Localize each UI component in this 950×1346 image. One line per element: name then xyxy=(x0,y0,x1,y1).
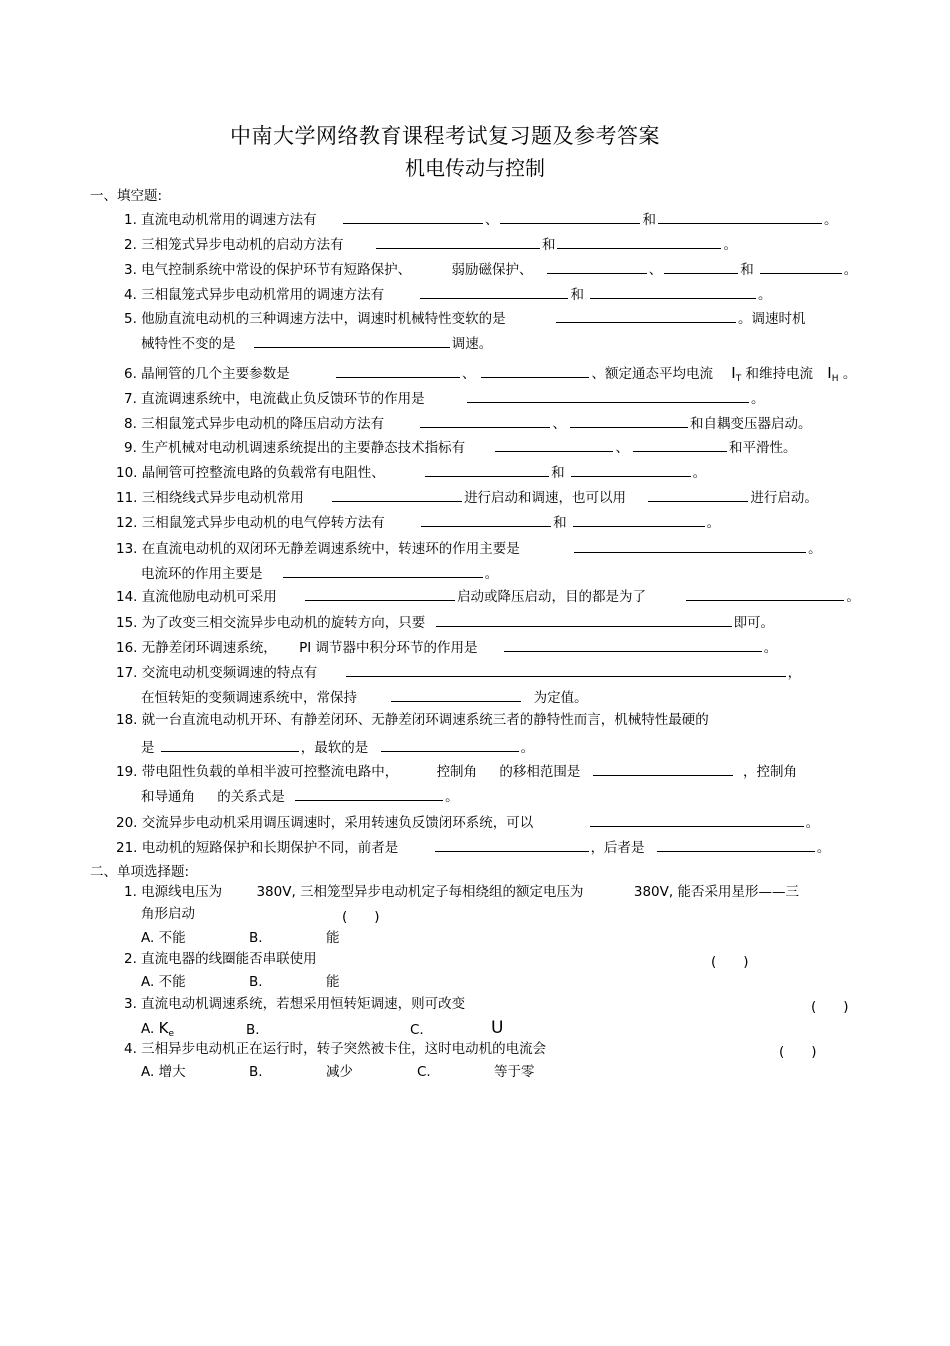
answer-blank[interactable] xyxy=(504,637,762,652)
option-a[interactable]: A. 不能 xyxy=(141,974,186,990)
q8-sep: 、 xyxy=(552,416,566,432)
option-b-text[interactable]: 减少 xyxy=(326,1064,353,1080)
q3-and: 和 xyxy=(740,262,754,278)
q11-text-b: 进行启动和调速，也可以用 xyxy=(464,490,627,506)
answer-blank[interactable] xyxy=(295,786,443,801)
fill-question-9 xyxy=(124,437,796,457)
answer-blank[interactable] xyxy=(593,761,733,776)
it-symbol: I xyxy=(731,364,736,382)
c2-text: 2. 直流电器的线圈能否串联使用 xyxy=(124,951,317,967)
q10-text: 10. 晶闸管可控整流电路的负载常有电阻性、 xyxy=(116,465,385,481)
q9-sep: 、 xyxy=(615,440,629,456)
option-c-label[interactable]: C. xyxy=(410,1022,424,1038)
c1-voltage-2: 380V, xyxy=(633,884,674,900)
answer-blank[interactable] xyxy=(481,363,589,378)
fill-question-5-cont xyxy=(141,333,492,353)
fill-question-16 xyxy=(116,637,777,657)
q13-text-c: 电流环的作用主要是 xyxy=(141,566,263,582)
option-b-label[interactable]: B. xyxy=(249,974,263,990)
q6-text: 6. 晶闸管的几个主要参数是 xyxy=(124,366,290,382)
answer-blank[interactable] xyxy=(343,209,483,224)
q9-text: 9. 生产机械对电动机调速系统提出的主要静态技术指标有 xyxy=(124,440,466,456)
q14-end: 。 xyxy=(846,589,860,605)
q11-text-c: 进行启动。 xyxy=(750,490,818,506)
q19-text-e: 和导通角 xyxy=(141,789,195,805)
option-a[interactable]: A. 增大 xyxy=(141,1064,186,1080)
fill-question-18 xyxy=(116,711,709,729)
answer-paren[interactable]: ( ) xyxy=(779,1044,817,1060)
answer-blank[interactable] xyxy=(571,462,691,477)
answer-blank[interactable] xyxy=(436,612,732,627)
fill-question-18-cont xyxy=(141,737,534,757)
answer-blank[interactable] xyxy=(391,687,521,702)
fill-question-5 xyxy=(124,308,805,328)
choice-options-1-b-text xyxy=(326,929,340,947)
fill-question-17-cont xyxy=(141,687,588,707)
c1-text-f: 角形启动 xyxy=(141,906,195,922)
answer-blank[interactable] xyxy=(283,563,483,578)
option-b-text[interactable]: 能 xyxy=(326,930,340,946)
choice-question-2 xyxy=(124,950,317,968)
answer-blank[interactable] xyxy=(648,487,748,502)
q2-end: 。 xyxy=(723,237,737,253)
answer-blank[interactable] xyxy=(556,308,736,323)
choice-options-3-b xyxy=(246,1021,260,1039)
ih-symbol: I xyxy=(827,364,832,382)
answer-blank[interactable] xyxy=(467,388,749,403)
ke-subscript: e xyxy=(168,1029,174,1039)
q17-text-c: 在恒转矩的变频调速系统中，常保持 xyxy=(141,690,357,706)
answer-paren[interactable]: ( ) xyxy=(342,909,380,925)
document-title: 中南大学网络教育课程考试复习题及参考答案 xyxy=(230,124,660,148)
answer-blank[interactable] xyxy=(686,586,844,601)
fill-question-4 xyxy=(124,284,771,304)
option-c-text[interactable]: 等于零 xyxy=(494,1064,535,1080)
answer-blank[interactable] xyxy=(381,737,519,752)
q5-text: 5. 他励直流电动机的三种调速方法中，调速时机械特性变软的是 xyxy=(124,311,506,327)
answer-blank[interactable] xyxy=(420,284,568,299)
answer-blank[interactable] xyxy=(421,512,551,527)
answer-blank[interactable] xyxy=(435,837,589,852)
q2-text: 2. 三相笼式异步电动机的启动方法有 xyxy=(124,237,344,253)
answer-blank[interactable] xyxy=(590,812,804,827)
q6-text-f: 和维持电流 xyxy=(745,366,813,382)
q21-end: 。 xyxy=(816,840,831,856)
it-subscript: T xyxy=(735,374,742,384)
q7-text: 7. 直流调速系统中，电流截止负反馈环节的作用是 xyxy=(124,391,425,407)
q12-end: 。 xyxy=(706,515,721,531)
answer-blank[interactable] xyxy=(420,413,550,428)
choice-question-3 xyxy=(124,995,465,1013)
q5-text-d: 调速。 xyxy=(451,336,493,352)
fill-question-2 xyxy=(124,234,737,254)
option-c-label[interactable]: C. xyxy=(417,1064,431,1080)
q16-pi: PI xyxy=(299,640,312,656)
answer-blank[interactable] xyxy=(633,437,727,452)
fill-question-12 xyxy=(116,512,720,532)
answer-blank[interactable] xyxy=(664,259,738,274)
q6-sep: 、 xyxy=(461,366,476,382)
option-a[interactable]: A. 不能 xyxy=(141,930,186,946)
q19-text-d: ，控制角 xyxy=(742,764,797,780)
answer-blank[interactable] xyxy=(574,538,806,553)
q8-text-c: 和自耦变压器启动。 xyxy=(689,416,812,432)
fill-question-15 xyxy=(116,612,774,632)
c1-text-c: 三相笼型异步电动机定子每相绕组的额定电压为 xyxy=(300,884,584,900)
fill-question-13 xyxy=(116,538,822,558)
q19-end: 。 xyxy=(445,789,459,805)
option-b-label[interactable]: B. xyxy=(249,1064,263,1080)
q2-and: 和 xyxy=(541,237,556,253)
choice-options-2 xyxy=(141,973,186,991)
q14-text-b: 启动或降压启动，目的都是为了 xyxy=(457,589,647,605)
q6-end: 。 xyxy=(842,366,857,382)
q14-text: 14. 直流他励电动机可采用 xyxy=(116,589,277,605)
fill-question-20 xyxy=(116,812,819,832)
option-b-label[interactable]: B. xyxy=(249,930,263,946)
choice-options-2-b-text xyxy=(326,973,340,991)
answer-paren[interactable]: ( ) xyxy=(711,954,749,970)
c1-text-e: 能否采用星形——三 xyxy=(677,884,799,900)
answer-blank[interactable] xyxy=(557,234,721,249)
q19-text-b: 控制角 xyxy=(436,764,478,780)
q10-and: 和 xyxy=(551,465,565,481)
answer-blank[interactable] xyxy=(254,333,450,348)
q11-text: 11. 三相绕线式异步电动机常用 xyxy=(116,490,304,506)
choice-options-4-c xyxy=(417,1063,431,1081)
answer-blank[interactable] xyxy=(547,259,647,274)
fill-question-19 xyxy=(116,761,797,781)
answer-blank[interactable] xyxy=(760,259,842,274)
fill-question-8 xyxy=(124,413,811,433)
fill-question-17 xyxy=(116,662,801,682)
q18-end: 。 xyxy=(520,740,535,756)
fill-question-19-cont xyxy=(141,786,459,806)
fill-question-13-cont xyxy=(141,563,498,583)
answer-blank[interactable] xyxy=(336,363,460,378)
q7-end: 。 xyxy=(750,391,765,407)
q15-end: 即可。 xyxy=(733,615,775,631)
choice-options-4 xyxy=(141,1063,186,1081)
q19-text-f: 的关系式是 xyxy=(217,789,285,805)
u-symbol[interactable]: U xyxy=(491,1018,504,1038)
q4-text: 4. 三相鼠笼式异步电动机常用的调速方法有 xyxy=(124,287,385,303)
answer-blank[interactable] xyxy=(376,234,540,249)
c1-voltage: 380V, xyxy=(256,884,296,900)
q17-text: 17. 交流电动机变频调速的特点有 xyxy=(116,665,318,681)
answer-blank[interactable] xyxy=(305,586,455,601)
q1-and: 和 xyxy=(642,212,656,228)
q21-text: 21. 电动机的短路保护和长期保护不同，前者是 xyxy=(116,840,399,856)
q19-text-c: 的移相范围是 xyxy=(499,764,581,780)
q18-text: 18. 就一台直流电动机开环、有静差闭环、无静差闭环调速系统三者的静特性而言，机械特性最硬的 xyxy=(116,712,709,728)
q10-end: 。 xyxy=(692,465,707,481)
q13-end: 。 xyxy=(808,541,822,557)
choice-options-1-b xyxy=(249,929,263,947)
q17-sep: ， xyxy=(787,665,802,681)
choice-options-3-c xyxy=(410,1021,424,1039)
answer-blank[interactable] xyxy=(161,737,299,752)
ke-symbol[interactable]: K xyxy=(158,1019,169,1037)
section-heading-fill: 一、填空题: xyxy=(90,188,163,204)
choice-options-4-c-text xyxy=(494,1063,535,1081)
q15-text: 15. 为了改变三相交流异步电动机的旋转方向，只要 xyxy=(116,615,426,631)
option-b-text[interactable]: 能 xyxy=(326,974,340,990)
q20-end: 。 xyxy=(805,815,820,831)
q19-text: 19. 带电阻性负载的单相半波可控整流电路中， xyxy=(116,764,399,780)
fill-question-14 xyxy=(116,586,860,606)
c4-text: 4. 三相异步电动机正在运行时，转子突然被卡住，这时电动机的电流会 xyxy=(124,1041,547,1057)
q3-text: 3. 电气控制系统中常设的保护环节有短路保护、 xyxy=(124,262,412,278)
q18-text-c: ，最软的是 xyxy=(300,740,369,756)
choice-options-4-b xyxy=(249,1063,263,1081)
choice-options-2-b xyxy=(249,973,263,991)
q12-and: 和 xyxy=(553,515,567,531)
answer-blank[interactable] xyxy=(570,413,688,428)
q5-text-c: 械特性不变的是 xyxy=(141,336,236,352)
answer-paren[interactable]: ( ) xyxy=(811,999,849,1015)
fill-question-11 xyxy=(116,487,818,507)
choice-options-3-c-text xyxy=(491,1019,503,1038)
q16-text-c: 调节器中积分环节的作用是 xyxy=(315,640,478,656)
answer-blank[interactable] xyxy=(425,462,549,477)
fill-question-6 xyxy=(124,363,856,388)
q1-text: 1. 直流电动机常用的调速方法有 xyxy=(124,212,317,228)
c1-text: 1. 电源线电压为 xyxy=(124,884,223,900)
fill-question-10 xyxy=(116,462,706,482)
q8-text: 8. 三相鼠笼式异步电动机的降压启动方法有 xyxy=(124,416,385,432)
q12-text: 12. 三相鼠笼式异步电动机的电气停转方法有 xyxy=(116,515,385,531)
choice-question-1-cont xyxy=(141,905,195,923)
answer-blank[interactable] xyxy=(346,662,786,677)
q20-text: 20. 交流异步电动机采用调压调速时，采用转速负反馈闭环系统，可以 xyxy=(116,815,534,831)
q16-end: 。 xyxy=(763,640,778,656)
q3-text-b: 弱励磁保护、 xyxy=(451,262,533,278)
q17-text-d: 为定值。 xyxy=(533,690,588,706)
q1-sep: 、 xyxy=(484,212,499,228)
q4-and: 和 xyxy=(570,287,584,303)
option-b-label[interactable]: B. xyxy=(246,1022,260,1038)
answer-blank[interactable] xyxy=(573,512,705,527)
q3-end: 。 xyxy=(843,262,858,278)
q16-text: 16. 无静差闭环调速系统， xyxy=(116,640,277,656)
q1-end: 。 xyxy=(823,212,838,228)
q18-text-b: 是 xyxy=(141,740,155,756)
fill-question-3 xyxy=(124,259,857,279)
q6-text-c: 、额定通态平均电流 xyxy=(591,366,713,382)
q5-text-b: 。调速时机 xyxy=(737,311,806,327)
q4-end: 。 xyxy=(757,287,772,303)
answer-blank[interactable] xyxy=(658,209,822,224)
section-heading-choice: 二、单项选择题: xyxy=(90,864,190,880)
choice-options-1 xyxy=(141,929,186,947)
fill-question-21 xyxy=(116,837,830,857)
q9-text-c: 和平滑性。 xyxy=(728,440,797,456)
choice-question-4 xyxy=(124,1040,546,1058)
choice-options-4-b-text xyxy=(326,1063,353,1081)
answer-blank[interactable] xyxy=(332,487,462,502)
q21-text-b: ，后者是 xyxy=(590,840,645,856)
option-a-label[interactable]: A. xyxy=(141,1021,155,1037)
document-subtitle: 机电传动与控制 xyxy=(405,156,545,180)
q13-end-2: 。 xyxy=(484,566,499,582)
answer-blank[interactable] xyxy=(657,837,815,852)
c3-text: 3. 直流电动机调速系统，若想采用恒转矩调速，则可改变 xyxy=(124,996,466,1012)
answer-blank[interactable] xyxy=(590,284,756,299)
fill-question-1 xyxy=(124,209,837,229)
fill-question-7 xyxy=(124,388,764,408)
choice-question-1 xyxy=(124,883,799,901)
answer-blank[interactable] xyxy=(500,209,640,224)
ih-subscript: H xyxy=(831,374,839,384)
answer-blank[interactable] xyxy=(495,437,613,452)
q13-text: 13. 在直流电动机的双闭环无静差调速系统中，转速环的作用主要是 xyxy=(116,541,520,557)
q3-sep: 、 xyxy=(648,262,663,278)
